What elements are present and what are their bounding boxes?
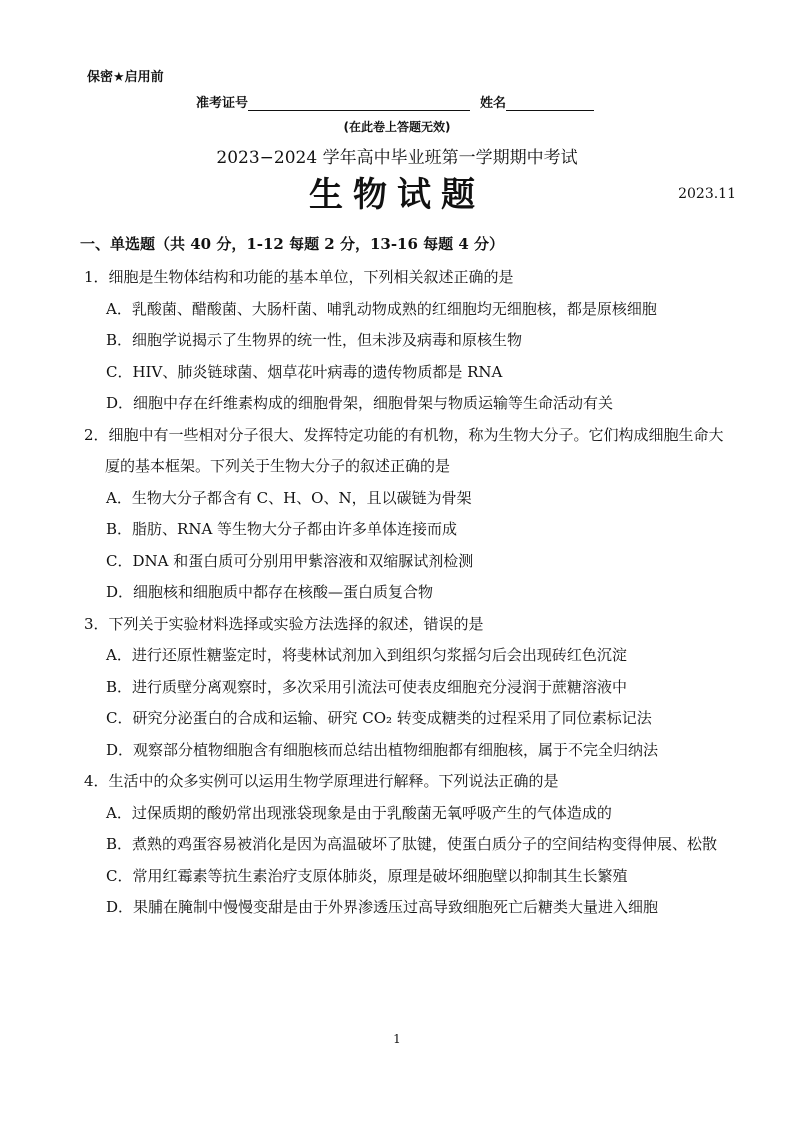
question-2 — [84, 420, 724, 609]
name-blank — [506, 96, 594, 111]
option-d: D．细胞核和细胞质中都存在核酸—蛋白质复合物 — [106, 583, 434, 601]
name-label: 姓名 — [480, 96, 507, 111]
option-d: D．细胞中存在纤维素构成的细胞骨架，细胞骨架与物质运输等生命活动有关 — [106, 394, 614, 412]
question-4 — [84, 766, 724, 924]
question-1 — [84, 262, 724, 420]
option-b: B．煮熟的鸡蛋容易被消化是因为高温破坏了肽键，使蛋白质分子的空间结构变得伸展、松散 — [106, 835, 718, 853]
exam-date: 2023.11 — [678, 186, 736, 202]
ticket-number-blank — [248, 96, 470, 111]
option-b: B．进行质壁分离观察时，多次采用引流法可使表皮细胞充分浸润于蔗糖溶液中 — [106, 677, 628, 696]
ticket-number-label: 准考证号 — [196, 96, 249, 111]
question-stem: 3．下列关于实验材料选择或实验方法选择的叙述，错误的是 — [84, 614, 484, 633]
page-number: 1 — [393, 1032, 401, 1046]
section-heading: 一、单选题（共 40 分，1-12 每题 2 分，13-16 每题 4 分） — [80, 235, 505, 253]
exam-subtitle: 2023−2024 学年高中毕业班第一学期期中考试 — [216, 148, 578, 168]
question-list — [84, 262, 724, 924]
option-a: A．生物大分子都含有 C、H、O、N，且以碳链为骨架 — [106, 488, 472, 507]
option-c: C．HIV、肺炎链球菌、烟草花叶病毒的遗传物质都是 RNA — [106, 362, 503, 381]
question-stem: 4．生活中的众多实例可以运用生物学原理进行解释。下列说法正确的是 — [84, 772, 559, 790]
exam-title: 生物试题 — [309, 175, 485, 215]
confidential-label: 保密★启用前 — [87, 70, 164, 85]
option-d: D．观察部分植物细胞含有细胞核而总结出植物细胞都有细胞核，属于不完全归纳法 — [106, 740, 659, 759]
option-b: B．细胞学说揭示了生物界的统一性，但未涉及病毒和原核生物 — [106, 331, 523, 349]
question-stem: 1．细胞是生物体结构和功能的基本单位，下列相关叙述正确的是 — [84, 268, 514, 286]
option-a: A．进行还原性糖鉴定时，将斐林试剂加入到组织匀浆摇匀后会出现砖红色沉淀 — [106, 646, 627, 664]
option-d: D．果脯在腌制中慢慢变甜是由于外界渗透压过高导致细胞死亡后糖类大量进入细胞 — [106, 898, 659, 916]
option-b: B．脂肪、RNA 等生物大分子都由许多单体连接而成 — [106, 520, 458, 538]
option-c: C．DNA 和蛋白质可分别用甲紫溶液和双缩脲试剂检测 — [106, 551, 474, 570]
answer-invalid-note: (在此卷上答题无效) — [343, 120, 451, 134]
candidate-info-line — [196, 92, 616, 111]
option-c: C．研究分泌蛋白的合成和运输、研究 CO₂ 转变成糖类的过程采用了同位素标记法 — [106, 709, 652, 727]
question-stem: 2．细胞中有一些相对分子很大、发挥特定功能的有机物，称为生物大分子。它们构成细胞生命大厦的基本框架。下列关于生物大分子的叙述正确的是 — [84, 425, 724, 475]
option-a: A．乳酸菌、醋酸菌、大肠杆菌、哺乳动物成熟的红细胞均无细胞核，都是原核细胞 — [106, 299, 657, 318]
question-3 — [84, 609, 724, 767]
option-c: C．常用红霉素等抗生素治疗支原体肺炎，原理是破坏细胞壁以抑制其生长繁殖 — [106, 866, 628, 885]
option-a: A．过保质期的酸奶常出现涨袋现象是由于乳酸菌无氧呼吸产生的气体造成的 — [106, 803, 612, 822]
